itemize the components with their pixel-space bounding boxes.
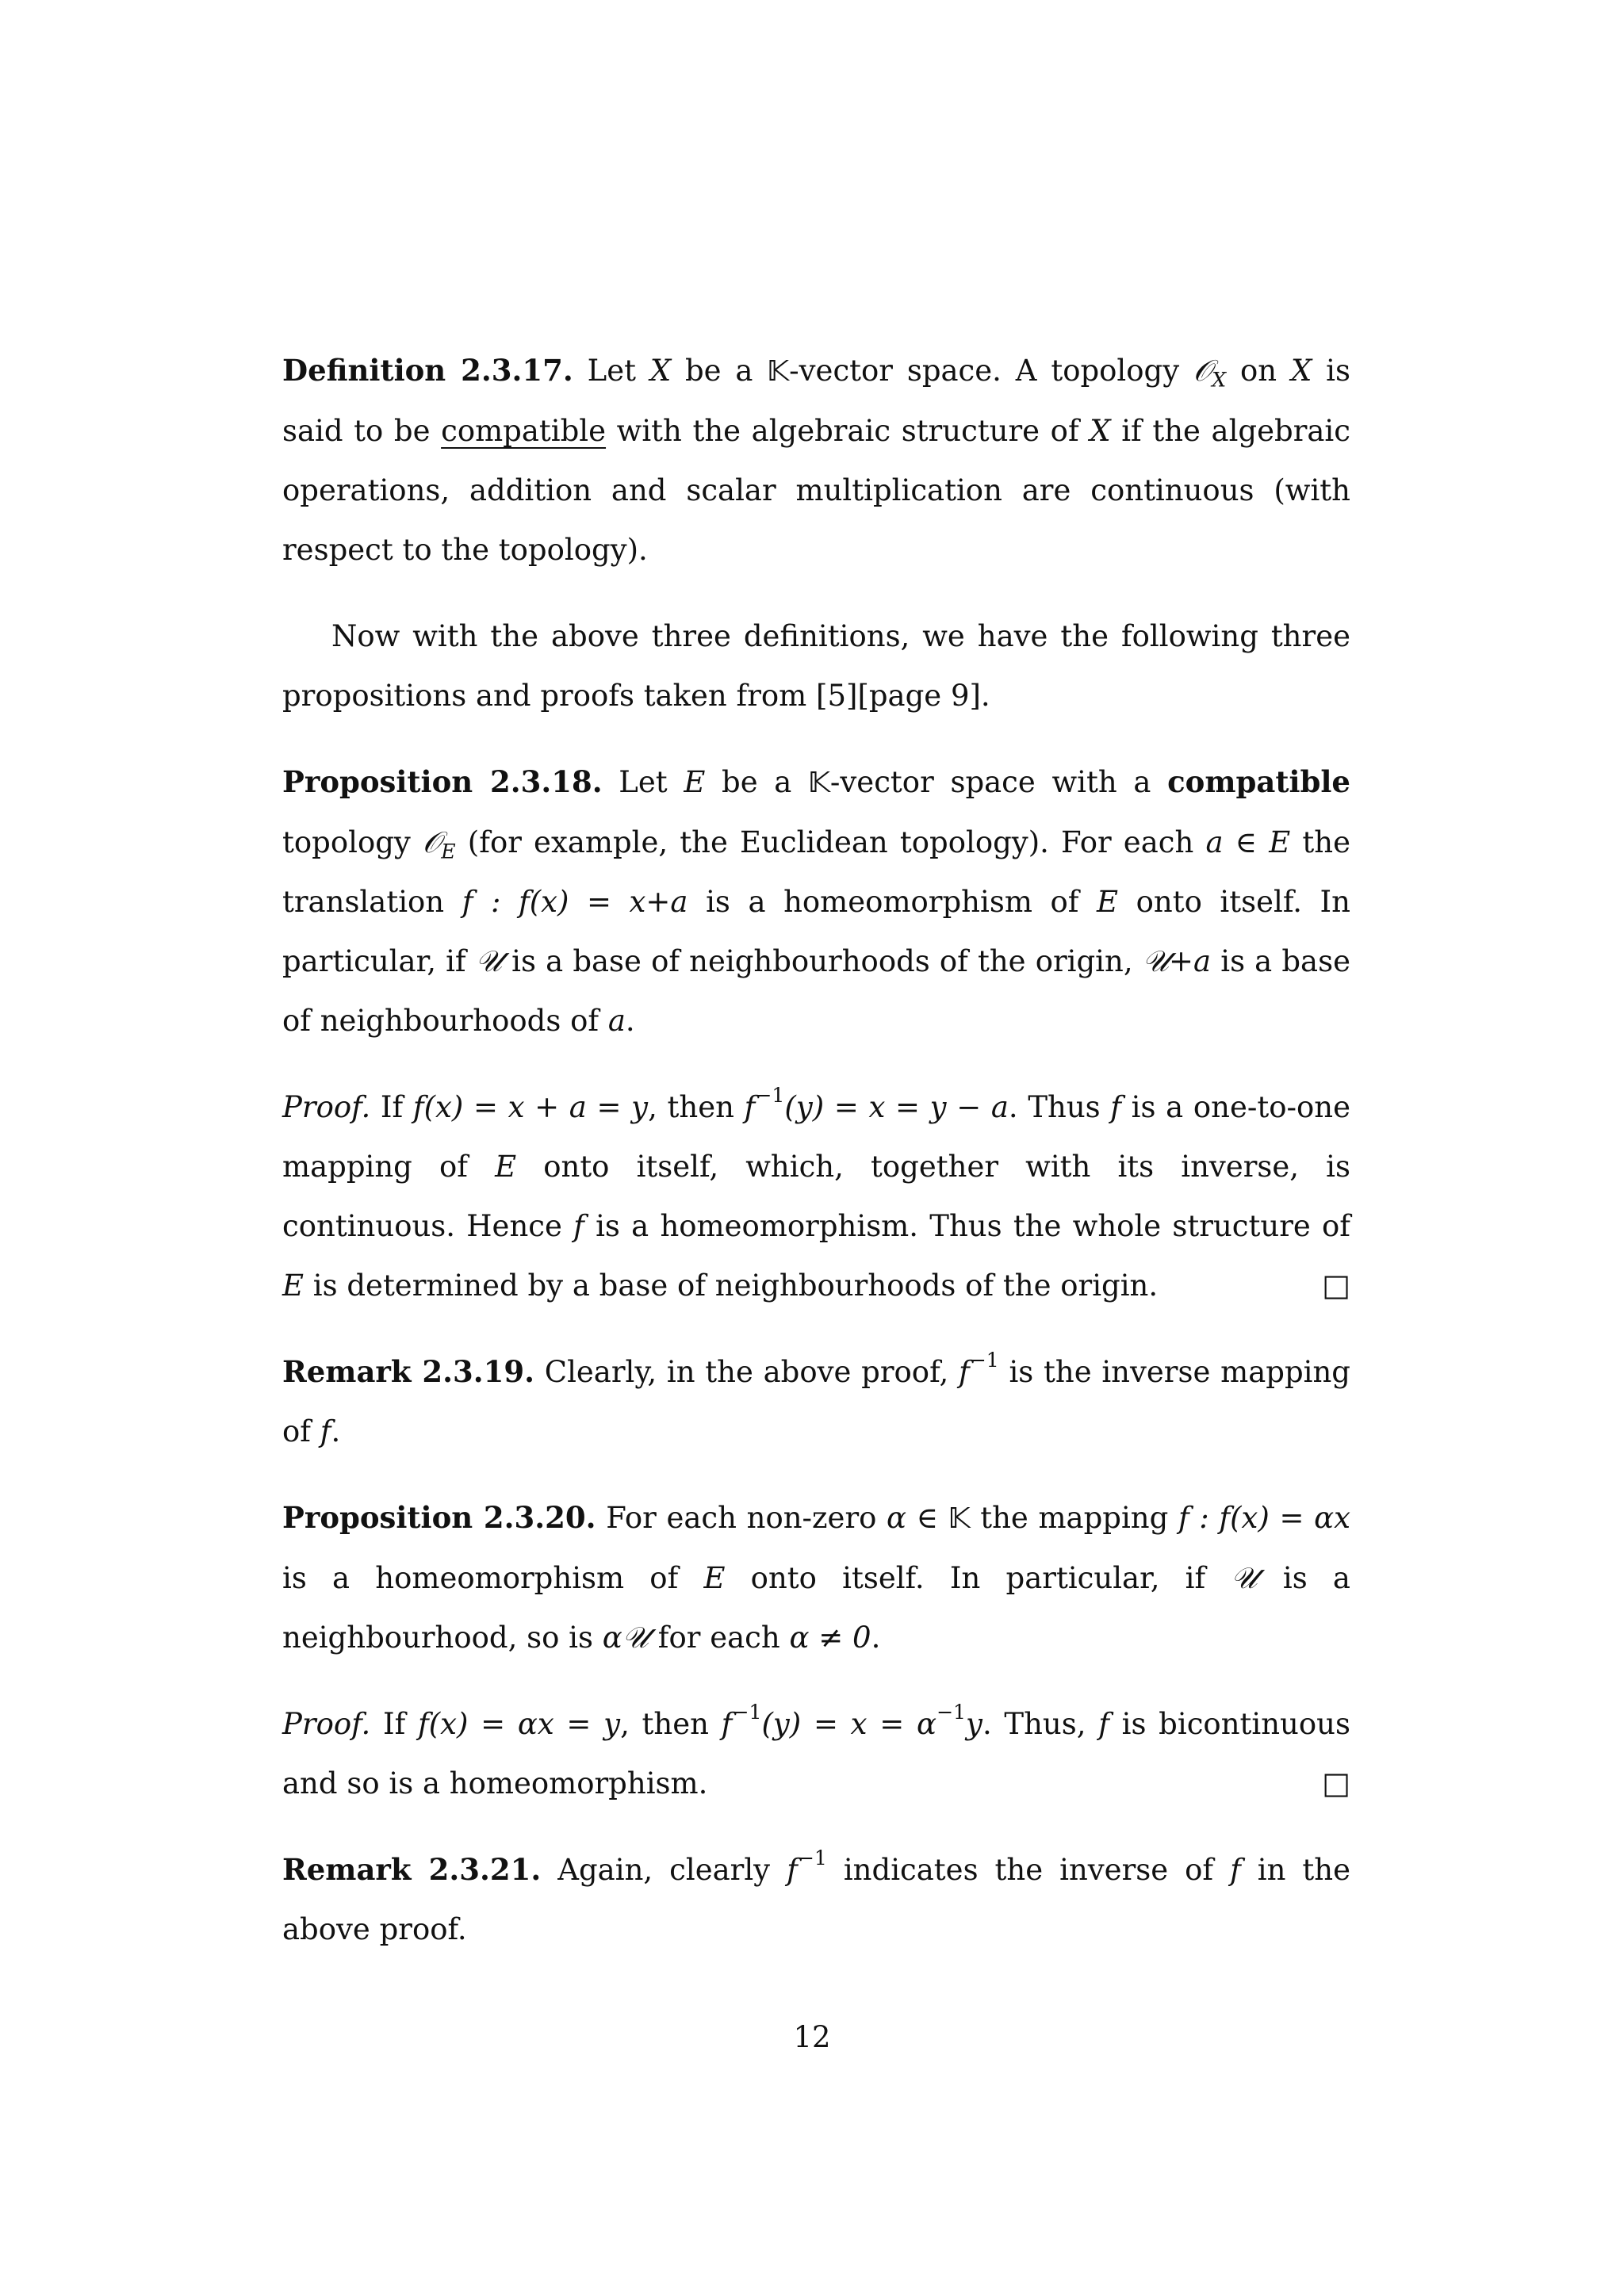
text: .	[625, 1004, 635, 1038]
text: . Thus,	[982, 1707, 1099, 1741]
text: onto itself, which, together with its inverse, is continuous. Hence	[282, 1150, 1351, 1243]
text: is bicontinuous and so is a homeomorphism.	[282, 1707, 1350, 1800]
page-number: 12	[793, 2020, 831, 2054]
text: indicates the inverse of	[826, 1853, 1231, 1887]
proof-heading: Proof.	[282, 1707, 371, 1741]
math-expression: f(x) = αx = y	[418, 1707, 621, 1741]
inverse-superscript: −1	[755, 1084, 785, 1108]
math-symbol: X	[1090, 414, 1111, 448]
transition-paragraph: Now with the above three definitions, we have the following three propositions and proofs taken from [5][page 9].	[282, 619, 1350, 713]
text: onto itself. In particular, if	[282, 885, 1350, 978]
math-symbol: y	[966, 1707, 982, 1741]
proposition-heading: Proposition 2.3.18.	[282, 764, 603, 799]
text: is a base of neighbourhoods of the origin,	[502, 944, 1143, 978]
proposition-heading: Proposition 2.3.20.	[282, 1500, 596, 1535]
field-symbol: 𝕂	[948, 1502, 971, 1535]
math-symbol: f	[320, 1414, 331, 1448]
text: is a one-to-one mapping of	[282, 1090, 1350, 1184]
text: If	[370, 1090, 413, 1124]
remark-heading: Remark 2.3.19.	[282, 1354, 535, 1389]
math-expression: 𝒰+a	[1142, 944, 1212, 978]
math-expression: α ∈	[887, 1501, 948, 1535]
neighbourhood-symbol: 𝒰	[1231, 1561, 1258, 1595]
text: is determined by a base of neighbourhoods of the origin.	[304, 1269, 1159, 1303]
text: for each	[649, 1621, 790, 1655]
text: Let	[587, 354, 650, 388]
text: is a homeomorphism of	[282, 1561, 704, 1595]
math-expression: (y) = x = y − a	[784, 1090, 1009, 1124]
math-expression: f : f(x) = x+a	[462, 885, 688, 919]
text: . Thus	[1008, 1090, 1111, 1124]
topology-subscript: E	[441, 840, 456, 863]
math-symbol: f	[573, 1209, 584, 1243]
definition-heading: Definition 2.3.17.	[282, 353, 573, 388]
remark-2-3-19	[282, 1342, 1350, 1461]
text: is the inverse mapping of	[282, 1355, 1350, 1448]
proposition-2-3-20	[282, 1488, 1350, 1667]
text: -vector space with a	[829, 765, 1168, 799]
proof-of-proposition-2-3-18	[282, 1077, 1350, 1315]
math-expression: α𝒰	[602, 1621, 649, 1655]
remark-2-3-21	[282, 1840, 1350, 1959]
math-symbol: f	[787, 1853, 798, 1887]
text: is a homeomorphism of	[688, 885, 1097, 919]
math-expression: f(x) = x + a = y	[412, 1090, 649, 1124]
text: with the algebraic structure of	[606, 414, 1090, 448]
defined-term: compatible	[441, 414, 607, 448]
topology-symbol: 𝒪	[422, 825, 442, 859]
topology-symbol: 𝒪	[1193, 354, 1212, 388]
math-symbol: X	[649, 354, 672, 388]
text: Let	[619, 765, 684, 799]
definition-2-3-17	[282, 341, 1350, 580]
math-symbol: f	[744, 1090, 756, 1124]
math-symbol: X	[1290, 354, 1312, 388]
text: If	[370, 1707, 419, 1741]
qed-square: □	[1322, 1766, 1350, 1800]
text: Clearly, in the above proof,	[544, 1355, 959, 1389]
inverse-superscript: −1	[732, 1701, 762, 1724]
field-symbol: 𝕂	[808, 767, 830, 799]
bold-term: compatible	[1167, 764, 1350, 799]
text: in the above proof.	[282, 1853, 1350, 1946]
text: if the algebraic operations, addition and scalar multiplication are continuous (with respect to the topology).	[282, 414, 1350, 567]
remark-heading: Remark 2.3.21.	[282, 1852, 542, 1887]
qed-square: □	[1322, 1268, 1350, 1303]
math-symbol: E	[282, 1269, 304, 1303]
field-symbol: 𝕂	[767, 355, 790, 388]
text: (for example, the Euclidean topology). For each	[455, 825, 1206, 859]
text: the mapping	[970, 1501, 1178, 1535]
text: be a	[671, 354, 768, 388]
proof-of-proposition-2-3-20	[282, 1694, 1350, 1813]
text: is said to be	[282, 354, 1350, 448]
math-symbol: a	[607, 1004, 626, 1038]
math-symbol: E	[703, 1561, 726, 1595]
text: is a homeomorphism. Thus the whole structure of	[584, 1209, 1350, 1243]
math-symbol: E	[495, 1150, 517, 1184]
inverse-superscript: −1	[969, 1349, 999, 1372]
text: onto itself. In particular, if	[725, 1561, 1231, 1595]
text: is a base of neighbourhoods of	[282, 944, 1350, 1038]
text: -vector space. A topology	[789, 354, 1193, 388]
inverse-superscript: −1	[936, 1701, 967, 1724]
topology-subscript: X	[1212, 368, 1227, 392]
text: .	[331, 1414, 341, 1448]
proof-heading: Proof.	[282, 1090, 371, 1124]
text: Again, clearly	[557, 1853, 787, 1887]
text: the translation	[282, 825, 1350, 919]
text: is a neighbourhood, so is	[282, 1561, 1350, 1655]
page-body	[282, 341, 1350, 1959]
math-symbol: E	[1097, 885, 1119, 919]
text: topology	[282, 825, 423, 859]
math-symbol: f	[721, 1707, 733, 1741]
math-symbol: f	[1230, 1853, 1241, 1887]
text: .	[871, 1621, 881, 1655]
math-expression: a ∈ E	[1205, 825, 1291, 859]
neighbourhood-symbol: 𝒰	[475, 944, 503, 978]
text: , then	[620, 1707, 722, 1741]
text: For each non-zero	[606, 1501, 887, 1535]
text: on	[1226, 354, 1291, 388]
text: be a	[705, 765, 809, 799]
math-symbol: E	[684, 765, 706, 799]
math-symbol: f	[1098, 1707, 1109, 1741]
math-expression: (y) = x = α	[761, 1707, 936, 1741]
math-expression: α ≠ 0	[789, 1621, 871, 1655]
proposition-2-3-18	[282, 752, 1350, 1050]
inverse-superscript: −1	[797, 1846, 827, 1870]
text: , then	[648, 1090, 745, 1124]
math-symbol: f	[958, 1355, 970, 1389]
math-expression: f : f(x) = αx	[1178, 1501, 1350, 1535]
math-symbol: f	[1110, 1090, 1121, 1124]
